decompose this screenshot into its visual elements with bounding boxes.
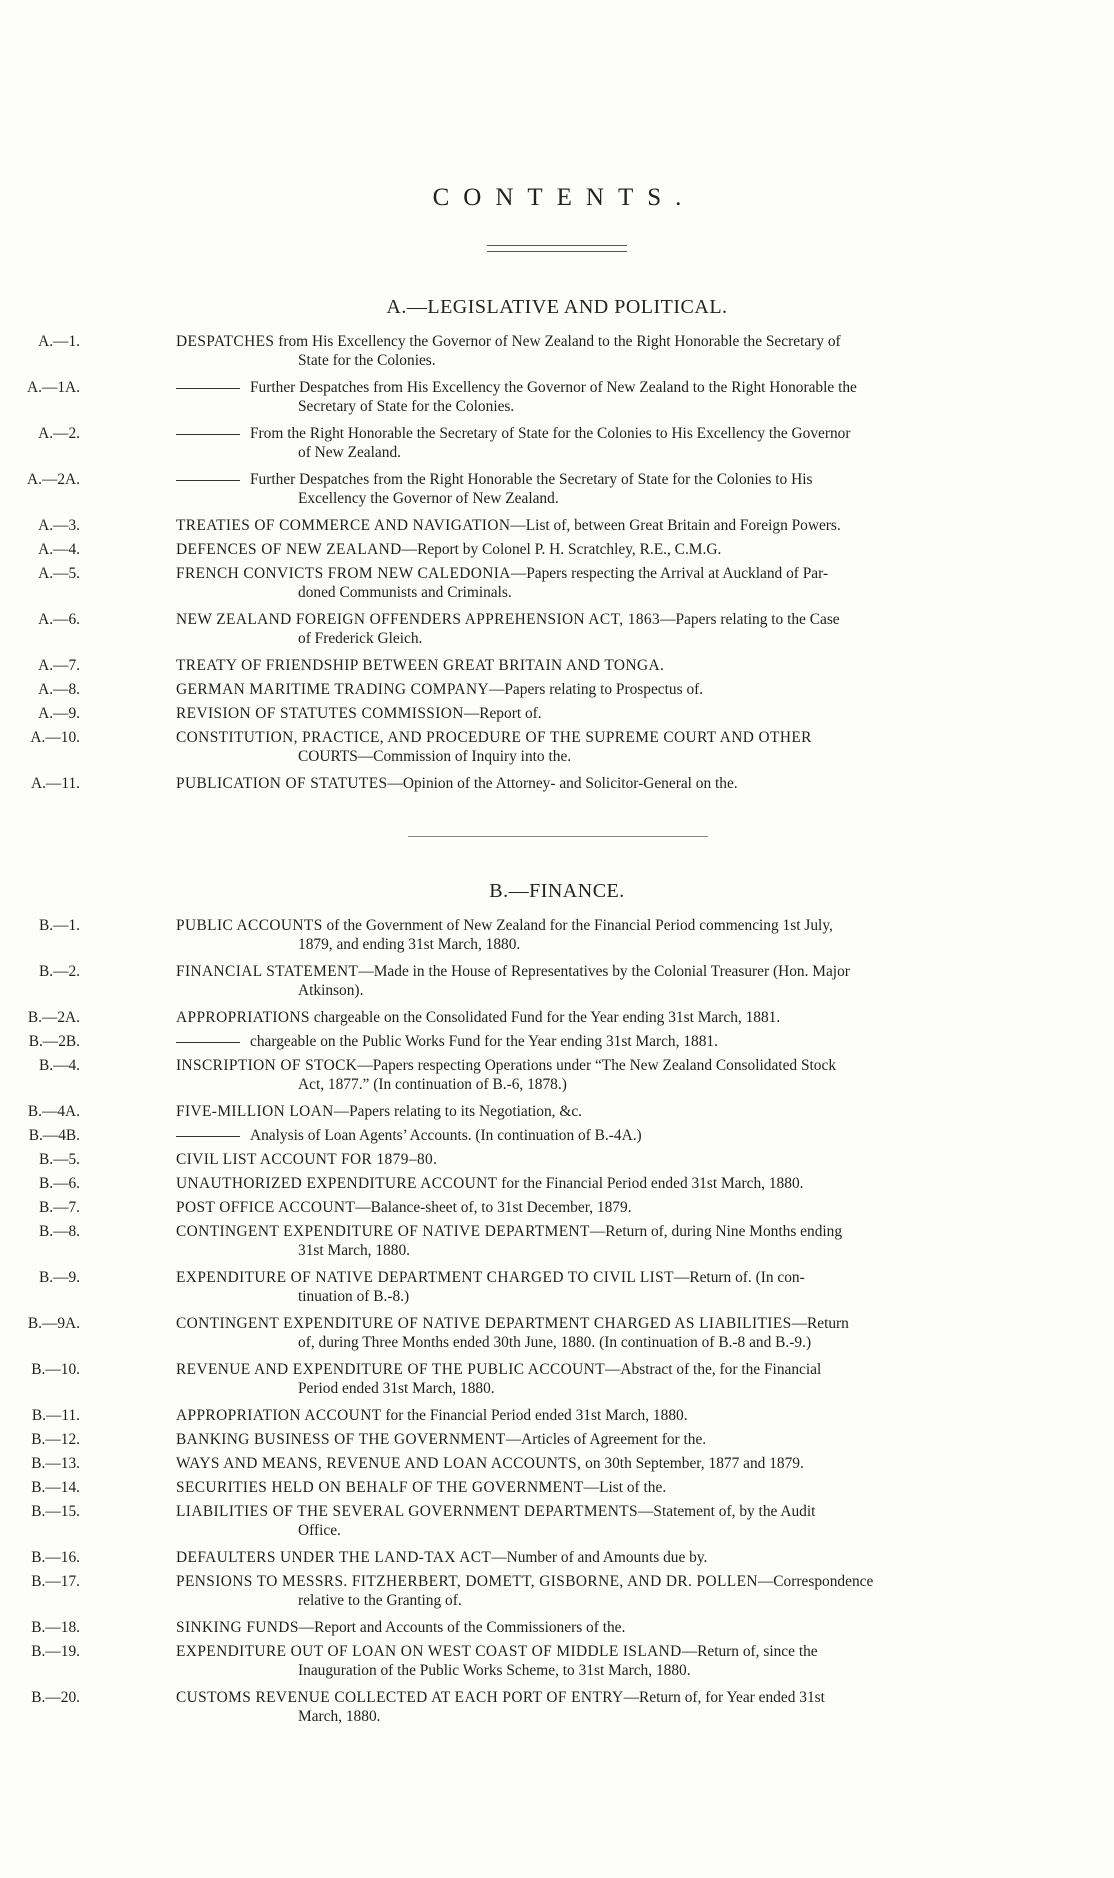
ditto-dash bbox=[176, 388, 240, 389]
contents-entry bbox=[0, 540, 1114, 559]
entry-code: A.—1. bbox=[38, 333, 80, 350]
entry-code: B.—19. bbox=[31, 1643, 80, 1660]
entry-description bbox=[176, 564, 1031, 602]
ditto-dash bbox=[176, 1042, 240, 1043]
contents-entry bbox=[0, 1150, 1114, 1169]
entry-first-line bbox=[176, 1642, 1031, 1661]
entry-code: B.—4. bbox=[38, 1057, 80, 1074]
entry-code: B.—13. bbox=[31, 1455, 80, 1472]
entry-description bbox=[176, 1150, 1031, 1169]
entry-code: A.—6. bbox=[38, 611, 80, 628]
entry-first-line bbox=[176, 704, 1031, 723]
entry-description bbox=[176, 704, 1031, 723]
entry-continuation: Secretary of State for the Colonies. bbox=[298, 398, 515, 415]
entry-text: —Abstract of the, for the Financial bbox=[605, 1361, 822, 1378]
entry-first-line bbox=[176, 424, 1031, 443]
entry-description bbox=[176, 1642, 1031, 1680]
entry-title-caps: EXPENDITURE OF NATIVE DEPARTMENT CHARGED TO CIVIL LIST bbox=[176, 1269, 674, 1286]
entry-continuation: Excellency the Governor of New Zealand. bbox=[298, 490, 559, 507]
contents-entry bbox=[0, 1572, 1114, 1610]
entry-first-line bbox=[176, 1572, 1031, 1591]
entry-text: —Papers relating to its Negotiation, &c. bbox=[333, 1103, 583, 1120]
contents-entry bbox=[0, 1548, 1114, 1567]
entry-code: B.—5. bbox=[38, 1151, 80, 1168]
entry-code: B.—9A. bbox=[27, 1315, 80, 1332]
entry-description bbox=[176, 424, 1031, 462]
entry-code: B.—1. bbox=[38, 917, 80, 934]
entry-title-caps: APPROPRIATION ACCOUNT bbox=[176, 1407, 382, 1424]
entry-continuation: 31st March, 1880. bbox=[298, 1242, 410, 1259]
entry-description bbox=[176, 1406, 1031, 1425]
entry-code: A.—1A. bbox=[26, 379, 80, 396]
contents-entry bbox=[0, 1032, 1114, 1051]
contents-entry bbox=[0, 516, 1114, 535]
entry-text: —Balance-sheet of, to 31st December, 1879. bbox=[355, 1199, 632, 1216]
entry-title-caps: NEW ZEALAND FOREIGN OFFENDERS APPREHENSION ACT, 1863 bbox=[176, 611, 661, 628]
entry-code: A.—2. bbox=[38, 425, 80, 442]
entry-code: B.—8. bbox=[38, 1223, 80, 1240]
contents-entry bbox=[0, 610, 1114, 648]
entry-continuation: State for the Colonies. bbox=[298, 352, 436, 369]
entry-description bbox=[176, 1102, 1031, 1121]
entry-code: A.—4. bbox=[38, 541, 80, 558]
entry-text: —Statement of, by the Audit bbox=[638, 1503, 816, 1520]
entry-first-line bbox=[176, 1618, 1031, 1637]
entry-first-line bbox=[176, 1406, 1031, 1425]
entry-title-caps: GERMAN MARITIME TRADING COMPANY bbox=[176, 681, 489, 698]
entry-description bbox=[176, 1430, 1031, 1449]
contents-entry bbox=[0, 774, 1114, 793]
entry-first-line bbox=[176, 332, 1031, 351]
entry-title-caps: DEFENCES OF NEW ZEALAND bbox=[176, 541, 402, 558]
entry-code: B.—12. bbox=[31, 1431, 80, 1448]
entry-description bbox=[176, 1126, 1031, 1145]
entry-text: —Articles of Agreement for the. bbox=[505, 1431, 707, 1448]
entry-continuation: relative to the Granting of. bbox=[298, 1592, 462, 1609]
entry-title-caps: TREATIES OF COMMERCE AND NAVIGATION bbox=[176, 517, 511, 534]
entry-text: —Opinion of the Attorney- and Solicitor-General on the. bbox=[387, 775, 738, 792]
entry-title-caps: LIABILITIES OF THE SEVERAL GOVERNMENT DEPARTMENTS bbox=[176, 1503, 639, 1520]
entry-first-line bbox=[176, 916, 1031, 935]
ditto-dash bbox=[176, 434, 240, 435]
entry-text: for the Financial Period ended 31st March, 1880. bbox=[381, 1407, 688, 1424]
entry-code: B.—4B. bbox=[28, 1127, 80, 1144]
entry-title-caps: REVENUE AND EXPENDITURE OF THE PUBLIC ACCOUNT bbox=[176, 1361, 605, 1378]
contents-entry bbox=[0, 332, 1114, 370]
entry-first-line bbox=[176, 610, 1031, 629]
entry-description bbox=[176, 1174, 1031, 1193]
entry-description bbox=[176, 1360, 1031, 1398]
entry-description bbox=[176, 1618, 1031, 1637]
entry-code: A.—5. bbox=[38, 565, 80, 582]
entry-continuation: March, 1880. bbox=[298, 1708, 381, 1725]
section-b-entries bbox=[0, 916, 1114, 1734]
entry-first-line bbox=[176, 1008, 1031, 1027]
entry-first-line bbox=[176, 540, 1031, 559]
entry-code: B.—9. bbox=[38, 1269, 80, 1286]
entry-first-line bbox=[176, 680, 1031, 699]
entry-code: B.—4A. bbox=[27, 1103, 80, 1120]
entry-first-line bbox=[176, 1198, 1031, 1217]
entry-title-caps: FINANCIAL STATEMENT bbox=[176, 963, 359, 980]
entry-code: A.—9. bbox=[38, 705, 80, 722]
entry-continuation: Act, 1877.” (In continuation of B.-6, 1878.) bbox=[298, 1076, 567, 1093]
entry-text: from His Excellency the Governor of New Zealand to the Right Honorable the Secretary of bbox=[274, 333, 841, 350]
entry-title-caps: CONSTITUTION, PRACTICE, AND PROCEDURE OF THE SUPREME COURT AND OTHER bbox=[176, 729, 812, 746]
contents-entry bbox=[0, 1688, 1114, 1726]
entry-title-caps: CONTINGENT EXPENDITURE OF NATIVE DEPARTMENT bbox=[176, 1223, 590, 1240]
entry-text: —Papers respecting the Arrival at Auckland of Par- bbox=[510, 565, 829, 582]
entry-description bbox=[176, 1198, 1031, 1217]
entry-title-caps: EXPENDITURE OUT OF LOAN ON WEST COAST OF MIDDLE ISLAND bbox=[176, 1643, 682, 1660]
entry-text: —Correspondence bbox=[757, 1573, 874, 1590]
entry-title-caps: FIVE-MILLION LOAN bbox=[176, 1103, 334, 1120]
ditto-dash bbox=[176, 1136, 240, 1137]
entry-text: Analysis of Loan Agents’ Accounts. (In continuation of B.-4A.) bbox=[250, 1127, 642, 1144]
contents-entry bbox=[0, 1642, 1114, 1680]
entry-code: B.—10. bbox=[31, 1361, 80, 1378]
section-heading-b: B.—FINANCE. bbox=[489, 880, 625, 902]
entry-code: A.—8. bbox=[38, 681, 80, 698]
contents-entry bbox=[0, 1618, 1114, 1637]
contents-entry bbox=[0, 470, 1114, 508]
section-a-entries bbox=[0, 332, 1114, 798]
entry-title-caps: BANKING BUSINESS OF THE GOVERNMENT bbox=[176, 1431, 506, 1448]
contents-entry bbox=[0, 962, 1114, 1000]
entry-title-caps: CONTINGENT EXPENDITURE OF NATIVE DEPARTMENT CHARGED AS LIABILITIES bbox=[176, 1315, 792, 1332]
entry-continuation: 1879, and ending 31st March, 1880. bbox=[298, 936, 521, 953]
entry-continuation: Period ended 31st March, 1880. bbox=[298, 1380, 495, 1397]
entry-text: —List of the. bbox=[583, 1479, 667, 1496]
entry-first-line bbox=[176, 774, 1031, 793]
entry-first-line bbox=[176, 1430, 1031, 1449]
entry-text: —Report of. bbox=[463, 705, 542, 722]
entry-code: B.—6. bbox=[38, 1175, 80, 1192]
entry-first-line bbox=[176, 1174, 1031, 1193]
entry-code: A.—11. bbox=[30, 775, 80, 792]
entry-continuation: of New Zealand. bbox=[298, 444, 401, 461]
entry-text: —List of, between Great Britain and Foreign Powers. bbox=[510, 517, 841, 534]
contents-entry bbox=[0, 1406, 1114, 1425]
contents-entry bbox=[0, 704, 1114, 723]
entry-code: A.—10. bbox=[30, 729, 80, 746]
entry-continuation: doned Communists and Criminals. bbox=[298, 584, 512, 601]
entry-first-line bbox=[176, 1102, 1031, 1121]
entry-description bbox=[176, 680, 1031, 699]
contents-entry bbox=[0, 378, 1114, 416]
contents-entry bbox=[0, 680, 1114, 699]
contents-entry bbox=[0, 1056, 1114, 1094]
entry-description bbox=[176, 1502, 1031, 1540]
section-heading-a: A.—LEGISLATIVE AND POLITICAL. bbox=[386, 296, 728, 318]
contents-entry bbox=[0, 1478, 1114, 1497]
entry-description bbox=[176, 1056, 1031, 1094]
entry-text: chargeable on the Public Works Fund for the Year ending 31st March, 1881. bbox=[250, 1033, 718, 1050]
entry-title-caps: SINKING FUNDS bbox=[176, 1619, 299, 1636]
entry-continuation: Office. bbox=[298, 1522, 341, 1539]
entry-title-caps: WAYS AND MEANS, REVENUE AND LOAN ACCOUNTS, bbox=[176, 1455, 582, 1472]
entry-text: —Return of, since the bbox=[681, 1643, 818, 1660]
entry-description bbox=[176, 470, 1031, 508]
title-rule bbox=[487, 245, 627, 252]
entry-first-line bbox=[176, 1314, 1031, 1333]
entry-description bbox=[176, 1548, 1031, 1567]
entry-description bbox=[176, 332, 1031, 370]
entry-title-caps: PENSIONS TO MESSRS. FITZHERBERT, DOMETT, GISBORNE, AND DR. POLLEN bbox=[176, 1573, 758, 1590]
entry-description bbox=[176, 1032, 1031, 1051]
contents-entry bbox=[0, 1454, 1114, 1473]
entry-description bbox=[176, 916, 1031, 954]
contents-entry bbox=[0, 1174, 1114, 1193]
entry-title-caps: PUBLIC ACCOUNTS bbox=[176, 917, 323, 934]
entry-text: —Number of and Amounts due by. bbox=[491, 1549, 708, 1566]
entry-description bbox=[176, 656, 1031, 675]
entry-first-line bbox=[176, 962, 1031, 981]
entry-text: on 30th September, 1877 and 1879. bbox=[581, 1455, 804, 1472]
entry-first-line bbox=[176, 1454, 1031, 1473]
entry-first-line bbox=[176, 1360, 1031, 1379]
entry-first-line bbox=[176, 564, 1031, 583]
entry-continuation: of Frederick Gleich. bbox=[298, 630, 423, 647]
entry-code: B.—7. bbox=[38, 1199, 80, 1216]
entry-code: A.—2A. bbox=[26, 471, 80, 488]
entry-first-line bbox=[176, 1478, 1031, 1497]
entry-title-caps: UNAUTHORIZED EXPENDITURE ACCOUNT bbox=[176, 1175, 498, 1192]
contents-entry bbox=[0, 1222, 1114, 1260]
entry-title-caps: PUBLICATION OF STATUTES bbox=[176, 775, 388, 792]
entry-text: —Made in the House of Representatives by the Colonial Treasurer (Hon. Major bbox=[358, 963, 850, 980]
entry-code: B.—18. bbox=[31, 1619, 80, 1636]
entry-continuation: COURTS—Commission of Inquiry into the. bbox=[298, 748, 572, 765]
contents-entry bbox=[0, 424, 1114, 462]
entry-description bbox=[176, 1572, 1031, 1610]
entry-description bbox=[176, 516, 1031, 535]
entry-description bbox=[176, 1478, 1031, 1497]
contents-entry bbox=[0, 1102, 1114, 1121]
entry-first-line bbox=[176, 1268, 1031, 1287]
entry-code: B.—2A. bbox=[27, 1009, 80, 1026]
entry-code: B.—20. bbox=[31, 1689, 80, 1706]
entry-text: Further Despatches from His Excellency the Governor of New Zealand to the Right Honorable the bbox=[250, 379, 857, 396]
contents-entry bbox=[0, 1360, 1114, 1398]
entry-text: —Return of, during Nine Months ending bbox=[589, 1223, 843, 1240]
contents-entry bbox=[0, 916, 1114, 954]
entry-first-line bbox=[176, 1150, 1031, 1169]
entry-description bbox=[176, 610, 1031, 648]
entry-first-line bbox=[176, 470, 1031, 489]
entry-title-caps: CIVIL LIST ACCOUNT FOR 1879–80. bbox=[176, 1151, 438, 1168]
entry-code: B.—16. bbox=[31, 1549, 80, 1566]
page-title: CONTENTS. bbox=[432, 184, 696, 211]
entry-title-caps: DESPATCHES bbox=[176, 333, 275, 350]
entry-description bbox=[176, 1688, 1031, 1726]
entry-first-line bbox=[176, 1056, 1031, 1075]
contents-entry bbox=[0, 1502, 1114, 1540]
entry-title-caps: INSCRIPTION OF STOCK bbox=[176, 1057, 358, 1074]
contents-entry bbox=[0, 1008, 1114, 1027]
entry-description bbox=[176, 728, 1031, 766]
entry-title-caps: TREATY OF FRIENDSHIP BETWEEN GREAT BRITAIN AND TONGA. bbox=[176, 657, 665, 674]
entry-continuation: of, during Three Months ended 30th June, 1880. (In continuation of B.-8 and B.-9.) bbox=[298, 1334, 812, 1351]
entry-text: for the Financial Period ended 31st March, 1880. bbox=[497, 1175, 804, 1192]
entry-first-line bbox=[176, 378, 1031, 397]
entry-text: of the Government of New Zealand for the Financial Period commencing 1st July, bbox=[322, 917, 833, 934]
entry-text: From the Right Honorable the Secretary of State for the Colonies to His Excellency the Governor bbox=[250, 425, 851, 442]
entry-first-line bbox=[176, 728, 1031, 747]
entry-description bbox=[176, 1454, 1031, 1473]
entry-continuation: tinuation of B.-8.) bbox=[298, 1288, 410, 1305]
entry-code: B.—15. bbox=[31, 1503, 80, 1520]
entry-text: —Report by Colonel P. H. Scratchley, R.E., C.M.G. bbox=[401, 541, 722, 558]
entry-code: A.—7. bbox=[38, 657, 80, 674]
entry-first-line bbox=[176, 1126, 1031, 1145]
entry-description bbox=[176, 962, 1031, 1000]
contents-entry bbox=[0, 564, 1114, 602]
contents-entry bbox=[0, 1198, 1114, 1217]
entry-first-line bbox=[176, 516, 1031, 535]
entry-text: —Return bbox=[791, 1315, 849, 1332]
section-divider bbox=[408, 836, 708, 837]
entry-text: —Papers relating to the Case bbox=[660, 611, 840, 628]
entry-description bbox=[176, 774, 1031, 793]
entry-code: B.—17. bbox=[31, 1573, 80, 1590]
entry-title-caps: DEFAULTERS UNDER THE LAND-TAX ACT bbox=[176, 1549, 492, 1566]
entry-description bbox=[176, 378, 1031, 416]
entry-description bbox=[176, 1008, 1031, 1027]
entry-title-caps: APPROPRIATIONS bbox=[176, 1009, 310, 1026]
entry-continuation: Atkinson). bbox=[298, 982, 364, 999]
contents-entry bbox=[0, 656, 1114, 675]
entry-description bbox=[176, 1222, 1031, 1260]
entry-text: —Papers relating to Prospectus of. bbox=[488, 681, 704, 698]
entry-code: B.—14. bbox=[31, 1479, 80, 1496]
ditto-dash bbox=[176, 480, 240, 481]
entry-text: Further Despatches from the Right Honorable the Secretary of State for the Colonies to His bbox=[250, 471, 813, 488]
entry-continuation: Inauguration of the Public Works Scheme, to 31st March, 1880. bbox=[298, 1662, 691, 1679]
entry-code: B.—11. bbox=[31, 1407, 80, 1424]
entry-code: B.—2. bbox=[38, 963, 80, 980]
contents-entry bbox=[0, 1268, 1114, 1306]
entry-first-line bbox=[176, 1688, 1031, 1707]
entry-description bbox=[176, 1314, 1031, 1352]
contents-entry bbox=[0, 1314, 1114, 1352]
entry-title-caps: POST OFFICE ACCOUNT bbox=[176, 1199, 356, 1216]
entry-text: —Return of, for Year ended 31st bbox=[623, 1689, 825, 1706]
entry-text: —Return of. (In con- bbox=[673, 1269, 805, 1286]
entry-description bbox=[176, 1268, 1031, 1306]
entry-text: chargeable on the Consolidated Fund for the Year ending 31st March, 1881. bbox=[309, 1009, 781, 1026]
entry-title-caps: CUSTOMS REVENUE COLLECTED AT EACH PORT OF ENTRY bbox=[176, 1689, 624, 1706]
entry-text: —Report and Accounts of the Commissioners of the. bbox=[298, 1619, 626, 1636]
entry-title-caps: FRENCH CONVICTS FROM NEW CALEDONIA bbox=[176, 565, 511, 582]
entry-code: A.—3. bbox=[38, 517, 80, 534]
entry-first-line bbox=[176, 1222, 1031, 1241]
entry-first-line bbox=[176, 1502, 1031, 1521]
entry-first-line bbox=[176, 1032, 1031, 1051]
entry-title-caps: SECURITIES HELD ON BEHALF OF THE GOVERNMENT bbox=[176, 1479, 584, 1496]
entry-first-line bbox=[176, 1548, 1031, 1567]
contents-entry bbox=[0, 1430, 1114, 1449]
entry-title-caps: REVISION OF STATUTES COMMISSION bbox=[176, 705, 464, 722]
entry-description bbox=[176, 540, 1031, 559]
entry-first-line bbox=[176, 656, 1031, 675]
entry-code: B.—2B. bbox=[28, 1033, 80, 1050]
entry-text: —Papers respecting Operations under “The New Zealand Consolidated Stock bbox=[357, 1057, 837, 1074]
contents-entry bbox=[0, 1126, 1114, 1145]
contents-entry bbox=[0, 728, 1114, 766]
